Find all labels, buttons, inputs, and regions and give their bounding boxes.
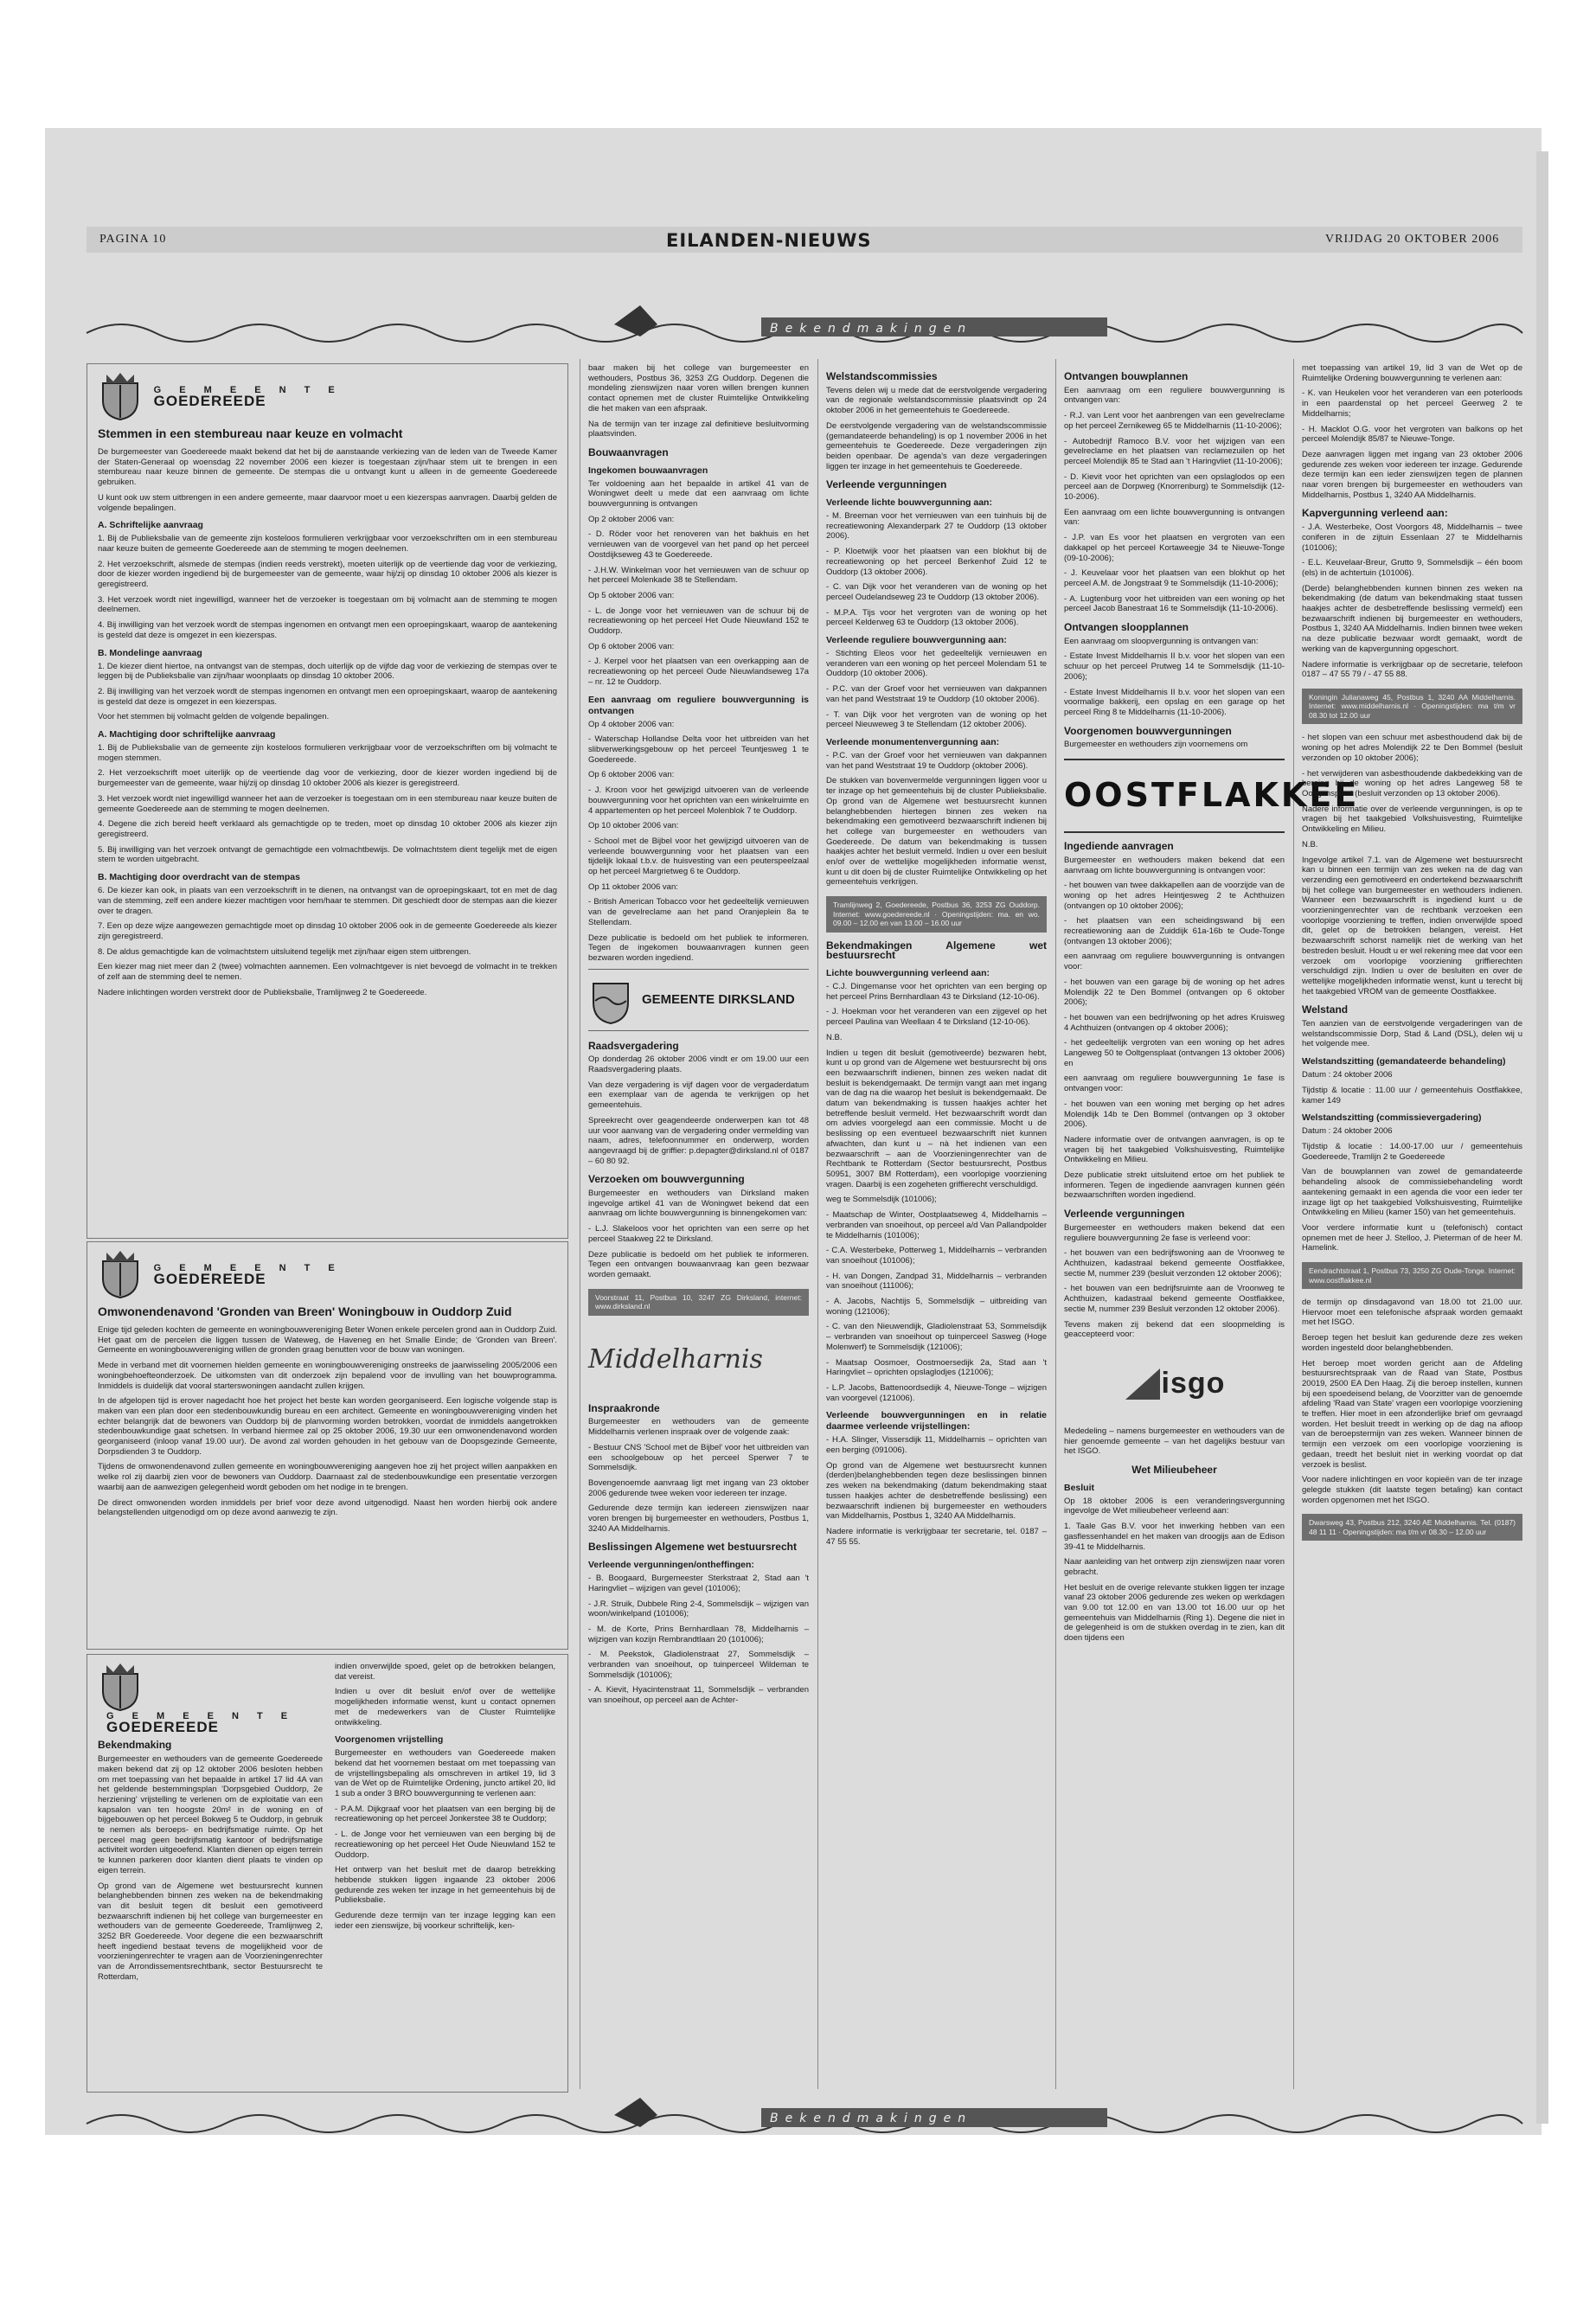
list-item: - A. Kievit, Hyacintenstraat 11, Sommelsdijk – verbranden van snoeihout, op perceel aan de Achter- — [588, 1685, 809, 1706]
list-item: - P.C. van der Groef voor het vernieuwen van dakpannen van het pand Weststraat 19 te Ouddorp (10 oktober 2006). — [826, 684, 1047, 704]
list-item: - P.A.M. Dijkgraaf voor het plaatsen van een berging bij de recreatiewoning op het perceel Jonkerstee 38 te Ouddorp; — [335, 1804, 555, 1824]
paragraph: Deze publicatie is bedoeld om het publiek te informeren. Tegen de ingekomen bouwaanvragen kunnen geen bezwaren worden ingediend. — [588, 933, 809, 963]
section-heading: Wet Milieubeheer — [1131, 1464, 1217, 1477]
gemeente-label: G E M E E N T E — [106, 1711, 296, 1721]
paragraph: een aanvraag om reguliere bouwvergunning 1e fase is ontvangen voor: — [1064, 1074, 1285, 1094]
paragraph: De direct omwonenden worden inmiddels per brief voor deze avond uitgenodigd. Naast hen worden hierbij ook andere belangstellenden uitgenodigd om op deze avond aanwezig te zijn. — [98, 1497, 557, 1518]
paragraph: Enige tijd geleden kochten de gemeente en woningbouwvereniging Beter Wonen enkele percelen grond aan in Ouddorp Zuid. Het gaat om de percelen die liggen tussen de Wateweg, de Haveneg en het Smalle Einde; de 'Gronden van Breen'. Gemeente en woningbouwvereniging willen de gronden graag benutten voor de bouw van woningen. — [98, 1325, 557, 1356]
list-item: 1. De kiezer dient hiertoe, na ontvangst van de stempas, doch uiterlijk op de vijfde dag voor de verkiezing de stempas over te leggen bij de Publieksbalie van zijn/haar woonplaats op dinsdag 10 oktober 2006. — [98, 661, 557, 682]
table-row: Tijdstip & locatie : 11.00 uur / gemeentehuis Oostflakkee, kamer 149 — [1302, 1085, 1522, 1106]
ornament-icon — [614, 2098, 657, 2127]
paragraph: Op grond van de Algemene wet bestuursrecht kunnen belanghebbenden binnen zes weken na de bekendmaking van dit besluit tegen dit besluit een gemotiveerd bezwaarschrift indienen bij het college van burgemeester en wethouders van de gemeente Goedereede, Tramlijnweg 2, 3252 BR Goedereede. Voor degene die een bezwaarschrift heeft ingediend bestaat tevens de mogelijkheid voor de voorzieningenrechter te vragen aan de Voorzieningenrechter van de Arrondissementsrechtbank, sector Bestuursrecht te Rotterdam, — [98, 1881, 323, 1982]
list-item: - J.H.W. Winkelman voor het vernieuwen van de schuur op het perceel Molenkade 38 te Stellendam. — [588, 565, 809, 586]
list-item: - J. Hoekman voor het veranderen van een zijgevel op het perceel Paulina van Weellaan 4 te Dirksland (12-10-06). — [826, 1007, 1047, 1028]
paragraph: In de afgelopen tijd is erover nagedacht hoe het project het beste kan worden georganiseerd. Een logische volgende stap is maken van een plan door een stedenbouwkundig bureau en een architect. Gemeente en woningbouwvereniging vinden het echter belangrijk dat de bewoners van Ouddorp bij de planvorming worden betrokken, voordat de inmiddels aangetrokken stedenbouwkundige gaat schetsen. In verband hiermee zal op 25 oktober 2006, 19.30 uur een omwonendenavond worden georganiseerd (inloop vanaf 19.00 uur). De avond zal worden gehouden in het gebouw van de Doopsgezinde Gemeente, Dorpsdienden 3 te Ouddorp. — [98, 1396, 557, 1457]
column-2 — [588, 363, 809, 2089]
list-item: - M. de Korte, Prins Bernhardlaan 78, Middelharnis – wijzigen van kozijn Rembrandtlaan 20 (101006); — [588, 1624, 809, 1644]
paragraph: Voor het stemmen bij volmacht gelden de volgende bepalingen. — [98, 712, 330, 722]
subsection-heading: Verleende vergunningen/ontheffingen: — [588, 1560, 754, 1571]
middelharnis-logo — [588, 1324, 809, 1395]
gemeente-name: GOEDEREEDE — [153, 1271, 266, 1287]
page-number: PAGINA 10 — [99, 233, 167, 246]
notice-header — [98, 371, 557, 421]
list-item: - J. Kroon voor het gewijzigd uitvoeren van de verleende bouwvergunning voor het oprichten van een winkelruimte en 4 appartementen op het perceel Molenblok 7 te Ouddorp. — [588, 785, 809, 816]
paragraph: De stukken van bovenvermelde vergunningen liggen voor u ter inzage op het gemeentehuis bij de cluster Publieksbalie. Op grond van de Algemene wet bestuursrecht kunnen belanghebbenden hiertegen binnen zes weken na bekendmaking een gemotiveerd bezwaarschrift indienen bij het college van burgemeester en wethouders van Goedereede. De datum van bekendmaking is tussen haakjes achter het besluit vermeld. Indien u over een besluit en/of over de wettelijke mogelijkheden informatie wenst, kunt u dit doen bij de cluster Ruimtelijke Ontwikkeling op het gemeentehuis verkrijgen. — [826, 776, 1047, 888]
section-heading: Voorgenomen bouwvergunningen — [1064, 724, 1232, 737]
section-heading: B. Machtiging door overdracht van de stempas — [98, 872, 300, 883]
list-item: - het bouwen van twee dakkapellen aan de voorzijde van de woning op het adres Heintjesweg 2 te Achthuizen (ontvangen op 10 oktober 2006); — [1064, 881, 1285, 911]
dirksland-header — [588, 969, 809, 1031]
paragraph: Nadere informatie is verkrijgbaar ter secretarie, tel. 0187 – 47 55 55. — [826, 1526, 1047, 1547]
list-item: 4. Bij inwilliging van het verzoek wordt de stempas ingenomen en ontvangt men een oproepingskaart, waarop de aantekening is gesteld dat deze is omgezet in een kiezerspas. — [98, 620, 557, 640]
section-heading: Bekendmaking — [98, 1739, 172, 1752]
nb-label: N.B. — [1302, 839, 1318, 849]
section-heading: A. Machtiging door schriftelijke aanvraag — [98, 729, 276, 740]
column-3 — [826, 363, 1047, 2089]
paper-edge — [1536, 151, 1548, 2124]
list-item: 2. Het verzoekschrift, alsmede de stempas (indien reeds verstrekt), moeten uiterlijk op de veertiende dag voor de verkiezing, door de kiezer worden ingediend bij de burgemeester van de gemeente, waar hij/zij op dinsdag 10 oktober 2006 als kiezer is geregistreerd. — [98, 559, 557, 590]
table-row: Datum : 24 oktober 2006 — [1302, 1126, 1393, 1137]
subsection-heading: Verleende reguliere bouwvergunning aan: — [826, 635, 1007, 646]
paragraph: Burgemeester en wethouders van de gemeente Goedereede maken bekend dat zij op 12 oktober 2006 besloten hebben om met toepassing van het bepaalde in artikel 17 lid 4A van het geldende bestemmingsplan 'Dorpsgebied Ouddorp, 2e herziening' vrijstelling te verlenen om de exploitatie van een kapsalon van ten hoogste 20m² in de woning en of bijgebouwen op het perceel Bokweg 5 te Ouddorp, in gebruik te nemen als beroeps- en bedrijfsmatige ruimte. Op het perceel mag geen bedrijfsmatig kantoor of bedrijfsmatige activiteit worden uitgeoefend. Klanten dienen op eigen terrein te kunnen parkeren door klanten dient plaats te vinden op eigen terrein. — [98, 1754, 323, 1875]
paragraph: Burgemeester en wethouders maken bekend dat een reguliere bouwvergunning 2e fase is verleend voor: — [1064, 1222, 1285, 1243]
coat-of-arms-icon — [98, 371, 143, 421]
subsection-heading: Verleende bouwvergunningen en in relatie daarmee verleende vrijstellingen: — [826, 1410, 1047, 1433]
paragraph: Een kiezer mag niet meer dan 2 (twee) volmachten aannemen. Een volmachtgever is niet bevoegd de volmacht in te trekken of zelf aan de stemming deel te nemen. — [98, 962, 557, 983]
paragraph: Beroep tegen het besluit kan gedurende deze zes weken worden ingesteld door belanghebbenden. — [1302, 1333, 1522, 1353]
list-item: - Maatsap Oosmoer, Oostmoersedijk 2a, Stad aan 't Haringvliet – oprichten opslaglodjes (121006); — [826, 1357, 1047, 1378]
list-item: - C.J. Dingemanse voor het oprichten van een berging op het perceel Prins Bernhardlaan 43 te Dirksland (12-10-06). — [826, 982, 1047, 1002]
dirksland-title: GEMEENTE DIRKSLAND — [642, 991, 795, 1007]
contact-infobox: Tramlijnweg 2, Goedereede, Postbus 36, 3253 ZG Ouddorp. Internet: www.goedereede.nl · Openingstijden: ma. en wo. 09.00 – 12.00 en van 13.00 – 16.00 uur — [826, 896, 1047, 933]
gemeente-name: GOEDEREEDE — [153, 393, 266, 409]
list-item: - R.J. van Lent voor het aanbrengen van een gevelreclame op het perceel Zernikeweg 65 te Middelharnis (11-10-2006); — [1064, 411, 1285, 431]
list-item: - het plaatsen van een scheidingswand bij een recreatiewoning aan de Zuiddijk 61a-16b te Oude-Tonge (ontvangen 13 oktober 2006); — [1064, 916, 1285, 946]
list-item: - D. Röder voor het renoveren van het bakhuis en het vernieuwen van de voorgevel van het pand op het perceel Oostdijkseweg 43 te Goedereede. — [588, 529, 809, 560]
list-item: - H. Macklot O.G. voor het vergroten van balkons op het perceel Molendijk 85/87 te Nieuwe-Tonge. — [1302, 424, 1522, 445]
coat-of-arms-icon — [98, 1249, 143, 1299]
list-item: - Stichting Eleos voor het gedeeltelijk vernieuwen en veranderen van een woning op het perceel Molendam 51 te Ouddorp (10 oktober 2006). — [826, 649, 1047, 679]
list-item: - L. de Jonge voor het vernieuwen van de schuur bij de recreatiewoning op het perceel Het Oude Nieuwland 152 te Ouddorp. — [588, 606, 809, 637]
list-item: - E.L. Keuvelaar-Breur, Grutto 9, Sommelsdijk – één boom (els) in de achtertuin (101006). — [1302, 558, 1522, 578]
paragraph: Naar aanleiding van het ontwerp zijn zienswijzen naar voren gebracht. — [1064, 1557, 1285, 1577]
list-item: Op 6 oktober 2006 van: — [588, 770, 675, 780]
paragraph: Tevens delen wij u mede dat de eerstvolgende vergadering van de regionale welstandscommissie plaatsvindt op 24 oktober 2006 in het gemeentehuis te Goedereede. — [826, 385, 1047, 416]
contact-infobox: Eendrachtstraat 1, Postbus 73, 3250 ZG Oude-Tonge. Internet: www.oostflakkee.nl — [1302, 1262, 1522, 1289]
list-item: - J.A. Westerbeke, Oost Voorgors 48, Middelharnis – twee coniferen in de zijtuin Essenlaan 27 te Middelharnis (101006); — [1302, 522, 1522, 553]
list-item: - K. van Heukelen voor het veranderen van een poterloods in een paardenstal op het perceel Geerweg 2 te Middelharnis; — [1302, 388, 1522, 419]
paragraph: een aanvraag om reguliere bouwvergunning is ontvangen voor: — [1064, 952, 1285, 972]
list-item: - School met de Bijbel voor het gewijzigd uitvoeren van de verleende bouwvergunning voor het plaatsen van een tijdelijk lokaal t.b.v. de huisvesting van een peuterspeelzaal op het perceel Margrietweg 6 te Ouddorp. — [588, 836, 809, 877]
contact-infobox: Voorstraat 11, Postbus 10, 3247 ZG Dirksland, internet: www.dirksland.nl — [588, 1289, 809, 1316]
masthead: EILANDEN-NIEUWS — [666, 230, 872, 251]
isgo-wordmark: isgo — [1161, 1367, 1226, 1400]
section-heading: B. Mondelinge aanvraag — [98, 647, 202, 658]
notice-title: Omwonendenavond 'Gronden van Breen' Woningbouw in Ouddorp Zuid — [98, 1304, 512, 1318]
paragraph: Voor nadere inlichtingen en voor kopieën van de ter inzage gelegde stukken (dit laatste tegen betaling) kan contact worden opgenomen met het ISGO. — [1302, 1475, 1522, 1505]
list-item: - H.A. Slinger, Vissersdijk 11, Middelharnis – oprichten van een berging (091006). — [826, 1435, 1047, 1456]
isgo-logo — [1064, 1349, 1285, 1420]
section-heading: Welstandscommissies — [826, 370, 938, 382]
coat-of-arms-icon — [588, 975, 633, 1025]
section-heading: Voorgenomen vrijstelling — [335, 1734, 444, 1746]
subsection-heading: Verleende lichte bouwvergunning aan: — [826, 497, 992, 509]
paragraph: Het beroep moet worden gericht aan de Afdeling bestuursrechtspraak van de Raad van State, Postbus 20019, 2500 EA Den Haag. Zij die beroep instellen, kunnen bij een spoedeisend belang, de Voorzitter van de genoemde afdeling 'Raad van State' vragen een voorlopige voorziening te treffen. Hier moet in een afzonderlijke brief om gevraagd worden. Het besluit treedt in werking op de dag na afloop van de beroepstermijn van zes weken. Wanneer binnen de termijn een verzoek om een voorlopige voorziening is gedaan, treedt het besluit niet in werking voordat op dat verzoek is beslist. — [1302, 1358, 1522, 1470]
bekendmaking-left — [98, 1662, 323, 1988]
subsection-heading: Welstandszitting (commissievergadering) — [1302, 1112, 1482, 1124]
list-item: - Waterschap Hollandse Delta voor het uitbreiden van het slibverwerkingsgebouw op het perceel Teuntjesweg 1 te Goedereede. — [588, 734, 809, 765]
section-heading: Kapvergunning verleend aan: — [1302, 507, 1448, 520]
list-item: 1. Bij de Publieksbalie van de gemeente zijn kosteloos formulieren verkrijgbaar voor de verzoekschriften om bij volmacht te mogen stemmen. — [98, 743, 557, 763]
notice-omwonendenavond — [87, 1241, 568, 1650]
list-item: - het bouwen van een bedrijfsruimte aan de Vroonweg te Achthuizen, kadastraal bekend gemeente Oostflakkee, sectie M, nummer 239 Besluit verzonden 12 oktober 2006). — [1064, 1284, 1285, 1314]
isgo-mark-icon — [1124, 1367, 1162, 1401]
paragraph: met toepassing van artikel 19, lid 3 van de Wet op de Ruimtelijke Ordening bouwvergunning te verlenen aan: — [1302, 363, 1522, 383]
paragraph: U kunt ook uw stem uitbrengen in een andere gemeente, maar daarvoor moet u een kiezerspas aanvragen. Daarbij gelden de volgende bepalingen. — [98, 492, 557, 513]
list-item: - B. Boogaard, Burgemeester Sterkstraat 2, Stad aan 't Haringvliet – wijzigen van gevel (101006); — [588, 1574, 809, 1593]
paragraph: baar maken bij het college van burgemeester en wethouders, Postbus 36, 3253 ZG Ouddorp. Degenen die mondeling zienswijzen naar voren willen brengen kunnen contact opnemen met de cluster Ruimtelijke Ontwikkeling die het maken van een afspraak. — [588, 363, 809, 413]
table-row: Datum : 24 oktober 2006 — [1302, 1070, 1393, 1080]
band-label-bottom: Bekendmakingen — [770, 2112, 973, 2125]
nb-label: N.B. — [826, 1032, 843, 1042]
list-item: - A. Lugtenburg voor het uitbreiden van een woning op het perceel Jacob Banestraat 16 te Sommelsdijk (11-10-2006). — [1064, 593, 1285, 614]
column-rule — [817, 359, 818, 2089]
contact-infobox: Dwarsweg 43, Postbus 212, 3240 AE Middelharnis. Tel. (0187) 48 11 11 · Openingstijden: ma t/m vr 08.30 – 12.00 uur — [1302, 1514, 1522, 1541]
list-item: 2. Het verzoekschrift moet uiterlijk op de veertiende dag voor de verkiezing, door de kiezer worden ingediend bij de burgemeester van de gemeente, waar hij/zij op dinsdag 10 oktober 2006 als kiezer is geregistreerd. — [98, 768, 557, 789]
list-item: - het slopen van een schuur met asbesthoudend dak bij de woning op het adres Molendijk 22 te Den Bommel (besluit verzonden op 10 oktober 2006); — [1302, 733, 1522, 763]
middelharnis-wordmark: Middelharnis — [588, 1343, 763, 1375]
paragraph: Deze publicatie is bedoeld om het publiek te informeren. Tegen een ontvangen bouwaanvraag kan geen bezwaar worden gemaakt. — [588, 1249, 809, 1279]
paragraph: Mededeling – namens burgemeester en wethouders van de hier genoemde gemeente – van het dagelijks bestuur van het ISGO. — [1064, 1426, 1285, 1457]
notice-stemmen — [87, 363, 568, 1239]
paragraph: Na de termijn van ter inzage zal definitieve besluitvorming plaatsvinden. — [588, 419, 809, 439]
paragraph: Spreekrecht over geagendeerde onderwerpen kan tot 48 uur voor aanvang van de vergadering onder vermelding van naam, adres, telefoonnummer en onderwerp, worden aangevraagd bij de griffier: p.depagter@dirksland.nl of 0187 – 60 80 92. — [588, 1115, 809, 1166]
column-rule — [1293, 359, 1294, 2089]
list-item: - H. van Dongen, Zandpad 31, Middelharnis – verbranden van snoeihout (111006); — [826, 1271, 1047, 1292]
list-item: 1. Bij de Publieksbalie van de gemeente zijn kosteloos formulieren verkrijgbaar voor verzoekschriften om in een stembureau naar keuze buiten de gemeente Goedereede aan de stemming te mogen deelnemen. — [98, 534, 557, 554]
contact-infobox: Koningin Julianaweg 45, Postbus 1, 3240 AA Middelharnis. Internet: www.middelharnis.nl · Openingstijden: ma t/m vr 08.30 tot 12.00 uur — [1302, 689, 1522, 725]
list-item: - C.A. Westerbeke, Potterweg 1, Middelharnis – verbranden van snoeihout (101006); — [826, 1246, 1047, 1266]
list-item: 2. Bij inwilliging van het verzoek wordt de stempas ingenomen en ontvangt men een oproepingskaart, waarop de aantekening is gesteld dat deze is omgezet in een kiezerspas. — [98, 686, 557, 707]
list-item: 6. De kiezer kan ook, in plaats van een verzoekschrift in te dienen, na ontvangst van de oproepingskaart, tot en met de dag van de stemming, zelf een andere kiezer machtigen voor hem/haar te stemmen. Dit geschiedt door de stempas aan die kiezer over te dragen. — [98, 886, 557, 916]
list-item: - J. Keuvelaar voor het plaatsen van een blokhut op het perceel A.M. de Jongstraat 9 te Sommelsdijk (11-10-2006); — [1064, 568, 1285, 588]
gemeente-label: G E M E E N T E — [153, 385, 343, 396]
list-item: Op 2 oktober 2006 van: — [588, 514, 675, 524]
paragraph: Een aanvraag om een reguliere bouwvergunning is ontvangen van: — [1064, 385, 1285, 406]
section-heading: Ontvangen bouwplannen — [1064, 370, 1189, 382]
subsection-heading: Een aanvraag om reguliere bouwvergunning is ontvangen — [588, 694, 809, 716]
notice-title: Stemmen in een stembureau naar keuze en volmacht — [98, 426, 403, 440]
list-item: - P.C. van der Groef voor het vernieuwen van dakpannen van het pand Weststraat 19 te Ouddorp (oktober 2006). — [826, 750, 1047, 771]
oostflakkee-wordmark: OOSTFLAKKEE — [1064, 776, 1360, 815]
paragraph: Het besluit en de overige relevante stukken liggen ter inzage vanaf 23 oktober 2006 gedurende zes weken op werkdagen van 9.00 tot 12.00 en van 13.00 tot 16.00 uur op het gemeentehuis van Middelharnis (Ring 1). Degene die niet in de gelegenheid is om de stukken overdag in te zien, kan dit doen tijdens een — [1064, 1582, 1285, 1644]
paragraph: Mede in verband met dit voornemen hielden gemeente en woningbouwvereniging onstreeks de jaarwisseling 2005/2006 een woningbehoefteonderzoek. De uitkomsten van dit onderzoek zijn bepalend voor de invulling van het bouwprogramma. Inmiddels is duidelijk dat vooral starterswoningen aandacht zullen krijgen. — [98, 1361, 557, 1391]
list-item: - het bouwen van een woning met berging op het adres Molendijk 14b te Den Bommel (ontvangen op 3 oktober 2006). — [1064, 1099, 1285, 1130]
paragraph: Een aanvraag om sloopvergunning is ontvangen van: — [1064, 636, 1259, 646]
paragraph: de termijn op dinsdagavond van 18.00 tot 21.00 uur. Hiervoor moet een telefonische afspraak worden gemaakt met het ISGO. — [1302, 1298, 1522, 1328]
list-item: - Bestuur CNS 'School met de Bijbel' voor het uitbreiden van een schoolgebouw op het perceel Sperwer 7 te Sommelsdijk. — [588, 1442, 809, 1473]
list-item: - C. van den Nieuwendijk, Gladiolenstraat 53, Sommelsdijk – verbranden van snoeihout op tuinperceel Sasweg (Hoge Molenwerf) te Sommelsdijk (121006); — [826, 1322, 1047, 1352]
column-5 — [1302, 363, 1522, 2089]
paragraph: indien onverwijlde spoed, gelet op de betrokken belangen, dat vereist. — [335, 1662, 555, 1682]
paragraph: Van deze vergadering is vijf dagen voor de vergaderdatum een exemplaar van de agenda te verkrijgen op het gemeentehuis. — [588, 1080, 809, 1111]
list-item: - C. van Dijk voor het veranderen van de woning op het perceel Oudelandseweg 23 te Ouddorp (13 oktober 2006). — [826, 582, 1047, 602]
paragraph: Het ontwerp van het besluit met de daarop betrekking hebbende stukken liggen ingaande 23 oktober 2006 gedurende zes weken ter inzage in het gemeentehuis bij de Publieksbalie. — [335, 1865, 555, 1906]
list-item: Op 5 oktober 2006 van: — [588, 590, 675, 600]
list-item: - Autobedrijf Ramoco B.V. voor het wijzigen van een gevelreclame en het plaatsen van reclamezuilen op het perceel Molendijk 85 te Stad aan 't Haringvliet (11-10-2006); — [1064, 436, 1285, 466]
list-item: - T. van Dijk voor het vergroten van de woning op het perceel Nieuweweg 3 te Stellendam (12 oktober 2006). — [826, 709, 1047, 730]
subsection-heading: Welstandszitting (gemandateerde behandeling) — [1302, 1056, 1506, 1067]
paragraph: Op 18 oktober 2006 is een veranderingsvergunning ingevolge de Wet milieubeheer verleend aan: — [1064, 1496, 1285, 1516]
list-item: - het bouwen van een bedrijfswoning aan de Vroonweg te Achthuizen, kadastraal bekend gemeente Oostflakkee, sectie M, nummer 239 (besluit verzonden 12 oktober 2006); — [1064, 1248, 1285, 1279]
list-item: 1. Taale Gas B.V. voor het inwerking hebben van een gasflessenhandel en het maken van droogijs aan de Edison 39-41 te Middelharnis. — [1064, 1522, 1285, 1552]
list-item: - Estate Invest Middelharnis II b.v. voor het slopen van een voormalige bakkerij, een opslag en een garage op het perceel Ring 8 te Middelharnis (11-10-2006). — [1064, 687, 1285, 717]
section-heading: Verleende vergunningen — [826, 478, 947, 491]
band-label-top: Bekendmakingen — [770, 322, 973, 336]
notice-bekendmaking-goedereede — [87, 1654, 568, 2093]
list-item: - British American Tobacco voor het gedeeltelijk vernieuwen van de gevelreclame aan het pand Oranjeplein 8a te Stellendam. — [588, 897, 809, 927]
section-heading: Ingediende aanvragen — [1064, 840, 1174, 853]
list-item: - het gedeeltelijk vergroten van een woning op het adres Langeweg 50 te Ooltgensplaat (ontvangen 13 oktober 2006) en — [1064, 1038, 1285, 1068]
section-heading: A. Schriftelijke aanvraag — [98, 520, 203, 531]
list-item: - J.P. van Es voor het plaatsen en vergroten van een dakkapel op het perceel Kortaweegje 34 te Nieuwe-Tonge (09-10-2006); — [1064, 533, 1285, 563]
subsection-heading: Verleende monumentenvergunning aan: — [826, 736, 1000, 747]
list-item: - J. Kerpel voor het plaatsen van een overkapping aan de recreatiewoning op het perceel Oude Nieuwlandseweg 17a – nr. 12 te Ouddorp. — [588, 657, 809, 687]
paragraph: Ingevolge artikel 7.1. van de Algemene wet bestuursrecht kan u binnen een termijn van zes weken na de dag van verzending een gemotiveerd en ondertekend bezwaarschrift bij het college van burgemeester en wethouders indienen. Wanneer een bezwaarschrift is ingediend kunt u de voorzieningenrechter van de rechtbank verzoeken een voorlopige voorziening te treffen, indien onverwijlde spoed dit, gelet op de betrokken belangen, vereist. Het bezwaarschrift schorst namelijk niet de werking van het bestreden besluit. Houdt u er wel rekening mee dat voor een verzoek om voorlopige voorziening griffierechten verschuldigd zijn. Indien u over de besluiten en over de wettelijke mogelijkheden informatie wenst, kunt u terecht bij het taakgebied VROM van de gemeente Oostflakkee. — [1302, 855, 1522, 997]
list-item: - het bouwen van een bedrijfwoning op het adres Kruisweg 4 Achthuizen (ontvangen op 4 oktober 2006); — [1064, 1012, 1285, 1033]
paragraph: Op donderdag 26 oktober 2006 vindt er om 19.00 uur een Raadsvergadering plaats. — [588, 1054, 809, 1075]
paragraph: Bovengenoemde aanvraag ligt met ingang van 23 oktober 2006 gedurende twee weken voor iedereen ter inzage. — [588, 1477, 809, 1498]
paragraph: Tevens maken zij bekend dat een sloopmelding is geaccepteerd voor: — [1064, 1319, 1285, 1340]
paragraph: Van de bouwplannen van zowel de gemandateerde behandeling alsook de commissiebehandeling wordt aantekening gemaakt in een agenda die voor een ieder ter inzage ligt op het taakgebied Volkshuisvesting, Ruimtelijke Ontwikkeling en Milieu (kamer 150) van het gemeentehuis. — [1302, 1167, 1522, 1218]
list-item: Op 11 oktober 2006 van: — [588, 881, 678, 892]
paragraph: Burgemeester en wethouders van Goedereede maken bekend dat het voornemen bestaat om met toepassing van de vrijstellingsbepaling als omschreven in artikel 19, lid 3 van de Wet op de Ruimtelijke Ordening, juncto artikel 20, lid 1 sub a onder 3 BRO bouwvergunning te verlenen aan: — [335, 1748, 555, 1799]
bekendmaking-right — [335, 1662, 555, 1988]
ornament-icon — [614, 305, 657, 336]
paragraph: Nadere informatie over de ontvangen aanvragen, is op te vragen bij het taakgebied Volkshuisvesting, Ruimtelijke Ontwikkeling en Milieu. — [1064, 1134, 1285, 1165]
section-heading: Ontvangen sloopplannen — [1064, 621, 1189, 634]
list-item: - het bouwen van een garage bij de woning op het adres Molendijk 22 te Den Bommel (ontvangen op 6 oktober 2006); — [1064, 977, 1285, 1008]
section-heading: Raadsvergadering — [588, 1039, 679, 1052]
paragraph: Nadere informatie is verkrijgbaar op de secretarie, telefoon 0187 – 47 55 79 / - 47 55 88. — [1302, 659, 1522, 680]
section-heading: Verleende vergunningen — [1064, 1208, 1185, 1221]
gemeente-name: GOEDEREEDE — [106, 1718, 219, 1735]
list-item: weg te Sommelsdijk (101006); — [826, 1195, 937, 1205]
paragraph: Deze aanvragen liggen met ingang van 23 oktober 2006 gedurende zes weken voor iedereen ter inzage. Gedurende deze termijn kan een ieder zienswijzen tegen de plannen naar voren brengen bij burgemeester en wethouders van Middelharnis, Postbus 1, 3240 AA Middelharnis. — [1302, 449, 1522, 500]
paragraph: Ter voldoening aan het bepaalde in artikel 41 van de Woningwet deelt u mede dat een aanvraag om lichte bouwvergunning is ontvangen — [588, 478, 809, 510]
coat-of-arms-icon — [98, 1662, 143, 1712]
list-item: Op 4 oktober 2006 van: — [588, 719, 675, 729]
paragraph: Gedurende deze termijn kan iedereen zienswijzen naar voren brengen bij burgemeester en wethouders, Postbus 1, 3240 AA Middelharnis. — [588, 1503, 809, 1534]
paragraph: Op grond van de Algemene wet bestuursrecht kunnen (derden)belanghebbenden tegen deze beslissingen binnen zes weken na bekendmaking (datum bekendmaking staat tussen haakjes achter de desbetreffende beslissing) een bezwaarschrift indienen bij burgemeester en wethouders van Middelharnis, Postbus 1, 3240 AA Middelharnis. — [826, 1460, 1047, 1522]
paragraph: Ten aanzien van de eerstvolgende vergaderingen van de welstandscommissie Dorp, Stad & Land (DSL), delen wij u het volgende mee. — [1302, 1019, 1522, 1049]
section-heading: Verzoeken om bouwvergunning — [588, 1173, 745, 1186]
section-heading: Bekendmakingen Algemene wet bestuursrecht — [826, 939, 1047, 962]
list-item: 3. Het verzoek wordt niet ingewilligd wanneer het aan de verzoeker is toegestaan om in een stembureau naar keuze buiten de gemeente Goedereede aan de stemming te mogen deelnemen. — [98, 793, 557, 814]
table-row: Tijdstip & locatie : 14.00-17.00 uur / gemeentehuis Goedereede, Tramlijn 2 te Goedereede — [1302, 1141, 1522, 1162]
list-item: 3. Het verzoek wordt niet ingewilligd, wanneer het de verzoeker is toegestaan om bij volmacht aan de stemming te mogen deelnemen. — [98, 594, 557, 615]
list-item: - A. Jacobs, Nachtijs 5, Sommelsdijk – uitbreiding van woning (121006); — [826, 1297, 1047, 1317]
list-item: 4. Degene die zich bereid heeft verklaard als gemachtigde op te treden, moet op dinsdag 10 oktober 2006 als kiezer zijn geregistreerd. — [98, 819, 557, 839]
gemeente-label: G E M E E N T E — [153, 1263, 343, 1274]
paragraph: Nadere inlichtingen worden verstrekt door de Publieksbalie, Tramlijnweg 2 te Goedereede. — [98, 987, 427, 997]
paragraph: Indien u tegen dit besluit (gemotiveerde) bezwaren hebt, kunt u op grond van de Algemene wet bestuursrecht bij ons een bezwaarschrift indienen, binnen zes weken nadat dit besluit is bekendgemaakt. De termijn vangt aan met ingang van de dag na die waarop het besluit is bekendgemaakt. De datum van bekendmaking is tussen haakjes achter het betreffende besluit vermeld. Het bezwaarschrift wordt dan om advies voorgelegd aan een commissie. Mocht u de beslissing op een eventueel bezwaarschrift niet kunnen afwachten, dan kunt u – nà het indienen van een bezwaarschrift – aan de Voorzieningenrechter van de Rechtbank te Rotterdam (Sector bestuursrecht, Postbus 50951, 3007 BM Rotterdam), een voorlopige voorziening vragen. Daarbij is een zogeheten griffierecht verschuldigd. — [826, 1048, 1047, 1189]
list-item: - L.P. Jacobs, Battenoordsedijk 4, Nieuwe-Tonge – wijzigen van voorgevel (121006). — [826, 1382, 1047, 1403]
list-item: - L. de Jonge voor het vernieuwen van een berging bij de recreatiewoning op het perceel Het Oude Nieuwland 152 te Ouddorp. — [335, 1830, 555, 1860]
paragraph: Gedurende deze termijn van ter inzage legging kan een ieder een zienswijze, bij voorkeur schriftelijk, ken- — [335, 1911, 555, 1931]
list-item: - L.J. Slakeloos voor het oprichten van een serre op het perceel Staakweg 22 te Dirksland. — [588, 1224, 809, 1244]
paragraph: Burgemeester en wethouders van Dirksland maken ingevolge artikel 41 van de Woningwet bekend dat een aanvraag om lichte bouwvergunning is binnengekomen van: — [588, 1189, 809, 1219]
list-item: - M.P.A. Tijs voor het vergroten van de woning op het perceel Kelderweg 63 te Ouddorp (13 oktober 2006). — [826, 607, 1047, 628]
column-rule — [1055, 359, 1056, 2089]
list-item: - Maatschap de Winter, Oostplaatseweg 4, Middelharnis – verbranden van snoeihout, op perceel a/d Van Pallandpolder te Middelharnis (101006); — [826, 1210, 1047, 1240]
list-item: 8. De aldus gemachtigde kan de volmachtstem uitsluitend tegelijk met zijn/haar eigen stem uitbrengen. — [98, 946, 471, 957]
paragraph: Burgemeester en wethouders van de gemeente Middelharnis verlenen inspraak over de volgende zaak: — [588, 1417, 809, 1438]
paragraph: Nadere informatie over de verleende vergunningen, is op te vragen bij het taakgebied Volkshuisvesting, Ruimtelijke Ontwikkeling en Milieu. — [1302, 804, 1522, 835]
list-item: - het verwijderen van asbesthoudende dakbedekking van de berging bij de woning op het adres Langeweg 58 te Ooltgensplaat (besluit verzonden op 13 oktober 2006). — [1302, 768, 1522, 798]
paragraph: De eerstvolgende vergadering van de welstandscommissie (gemandateerde behandeling) is op 1 november 2006 in het gemeentehuis te Goedereede. Deze vergaderingen zijn beiden openbaar. De agenda's van deze vergaderingen liggen ter inzage in het gemeentehuis te Goedereede. — [826, 420, 1047, 471]
list-item: Op 10 oktober 2006 van: — [588, 821, 679, 831]
paragraph: Voor verdere informatie kunt u (telefonisch) contact opnemen met de heer J. Stelloo, J. Pieterman of de heer M. Hamelink. — [1302, 1222, 1522, 1253]
list-item: - P. Kloetwijk voor het plaatsen van een blokhut bij de recreatiewoning op het perceel Berkenhof Zuid 12 te Ouddorp (13 oktober 2006). — [826, 547, 1047, 577]
list-item: - Estate Invest Middelharnis II b.v. voor het slopen van een schuur op het perceel Prutweg 14 te Sommelsdijk (11-10-2006); — [1064, 651, 1285, 682]
notice-header — [98, 1249, 557, 1299]
subsection-heading: Ingekomen bouwaanvragen — [588, 465, 708, 476]
subsection-heading: Lichte bouwvergunning verleend aan: — [826, 968, 990, 979]
list-item: - M. Peekstok, Gladiolenstraat 27, Sommelsdijk – verbranden van snoeihout, op tuinperceel Wildeman te Sommelsdijk (101006); — [588, 1650, 809, 1680]
issue-date: VRIJDAG 20 OKTOBER 2006 — [1325, 233, 1500, 246]
list-item: Op 6 oktober 2006 van: — [588, 641, 675, 651]
section-heading: Inspraakronde — [588, 1401, 660, 1414]
paragraph: Een aanvraag om een lichte bouwvergunning is ontvangen van: — [1064, 507, 1285, 528]
paragraph: Deze publicatie strekt uitsluitend ertoe om het publiek te informeren. Tegen de ingediende aanvragen kunnen géén bezwaarschriften worden ingediend. — [1064, 1170, 1285, 1201]
list-item: 5. Bij inwilliging van het verzoek ontvangt de gemachtigde een volmachtbewijs. De volmachtstem dient tegelijk met de eigen stem te worden uitgebracht. — [98, 844, 557, 865]
paragraph: (Derde) belanghebbenden kunnen binnen zes weken na bekendmaking (de datum van bekendmaking staat tussen haakjes achter de desbetreffende beslissing vermeld) een bezwaarschrift indienen bij burgemeester en wethouders, Postbus 1, 3240 AA Middelharnis. Indien binnen twee weken na deze publicatie bezwaar wordt gemaakt, wordt de werking van de kapvergunning opgeschort. — [1302, 583, 1522, 654]
list-item: - D. Kievit voor het oprichten van een opslaglodos op een perceel aan de Dorpweg (Knorrenburg) te Sommelsdijk (12-10-2006). — [1064, 471, 1285, 503]
subsection-heading: Besluit — [1064, 1482, 1095, 1493]
paragraph: Burgemeester en wethouders maken bekend dat een aanvraag om lichte bouwvergunning is ontvangen voor: — [1064, 855, 1285, 875]
section-heading: Beslissingen Algemene wet bestuursrecht — [588, 1541, 797, 1554]
notice-header — [98, 1662, 323, 1735]
section-heading: Welstand — [1302, 1003, 1349, 1016]
oostflakkee-logo — [1064, 759, 1360, 833]
paragraph: Burgemeester en wethouders zijn voornemens om — [1064, 740, 1248, 750]
paragraph: De burgemeester van Goedereede maakt bekend dat het bij de aanstaande verkiezing van de leden van de Tweede Kamer der Staten-Generaal op woensdag 22 november 2006 een kiezer is toegestaan zijn/haar stem uit te brengen in een stembureau naar keuze binnen de gemeente. De stempas die u ontvangt kunt u alleen in de gemeente Goedereede gebruiken. — [98, 447, 557, 488]
list-item: - J.R. Struik, Dubbele Ring 2-4, Sommelsdijk – wijzigen van woon/winkelpand (101006); — [588, 1599, 809, 1619]
list-item: - M. Breeman voor het vernieuwen van een tuinhuis bij de recreatiewoning Alexanderpark 27 te Ouddorp (13 oktober 2006). — [826, 511, 1047, 542]
section-heading: Bouwaanvragen — [588, 445, 669, 458]
paragraph: Indien u over dit besluit en/of over de wettelijke mogelijkheden informatie wenst, kunt u contact opnemen met de medewerkers van de Cluster Ruimtelijke ontwikkeling. — [335, 1687, 555, 1727]
paragraph: Tijdens de omwonendenavond zullen gemeente en woningbouwvereniging aangeven hoe zij het project willen aanpakken en welke rol zij daarbij zien voor de bewoners van Ouddorp. Daarnaast zal de stedenbouwkundige een presentatie verzorgen waarbij aan de aanwezigen gelegenheid wordt geboden om het nodige in te brengen. — [98, 1462, 557, 1492]
list-item: 7. Een op deze wijze aangewezen gemachtigde moet op dinsdag 10 oktober 2006 ook in de gemeente Goedereede als kiezer zijn geregistreerd. — [98, 921, 557, 941]
